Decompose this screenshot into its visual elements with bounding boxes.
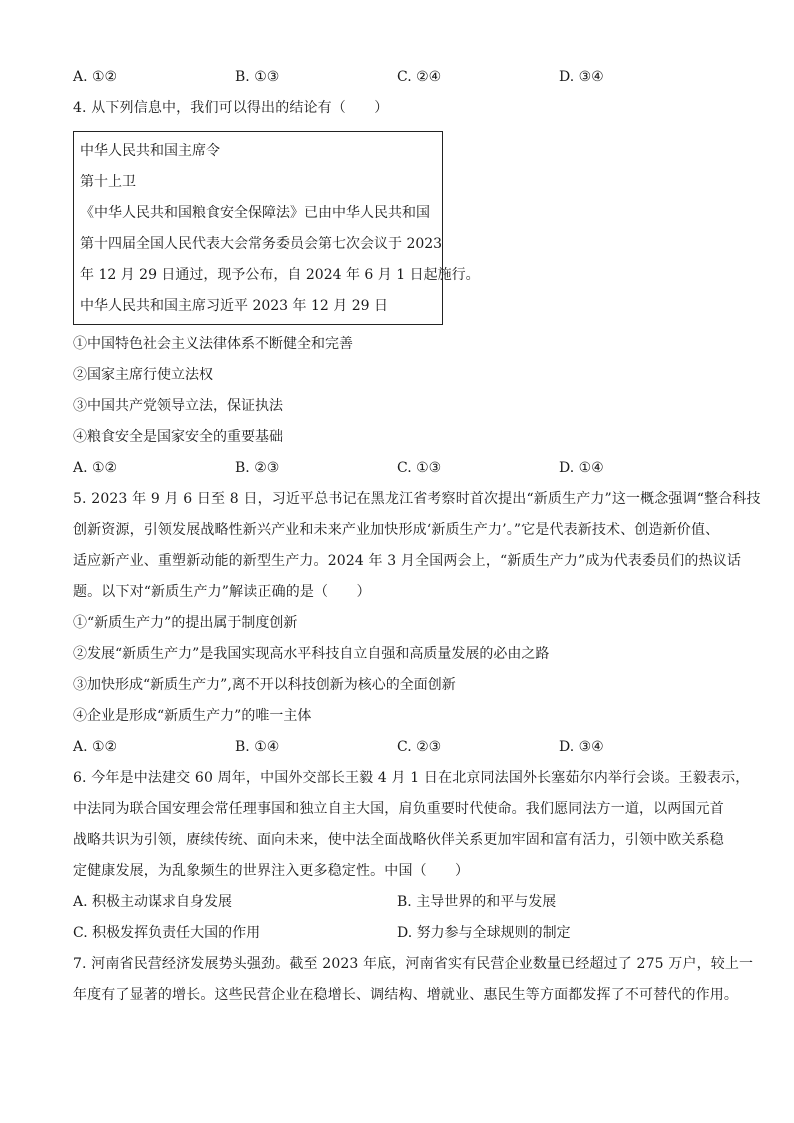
q4-statement-3: ③中国共产党领导立法，保证执法 [73,398,283,414]
q6-options-row-2 [73,918,753,949]
q3-option-d: D. ③④ [559,69,604,85]
exam-page [73,62,761,1011]
q4-statement-4: ④粮食安全是国家安全的重要基础 [73,429,283,445]
q4-option-a: A. ①② [73,460,118,476]
q5-option-a: A. ①② [73,739,118,755]
q5-stem-line: 5. 2023 年 9 月 6 日至 8 日，习近平总书记在黑龙江省考察时首次提出“新质生产力”这一概念强调“整合科技 [73,491,761,507]
q5-statement-1: ①“新质生产力”的提出属于制度创新 [73,615,298,631]
q6-option-a: A. 积极主动谋求自身发展 [73,894,233,910]
q4-stem: 4. 从下列信息中，我们可以得出的结论有（ ） [73,100,389,116]
q4-statement-1: ①中国特色社会主义法律体系不断健全和完善 [73,336,353,352]
q4-option-d: D. ①④ [559,460,604,476]
q6-stem-line: 6. 今年是中法建交 60 周年，中国外交部长王毅 4 月 1 日在北京同法国外长塞茹尔内举行会谈。王毅表示， [73,770,750,786]
q5-statement-3: ③加快形成“新质生产力”,离不开以科技创新为核心的全面创新 [73,677,456,693]
q4-box-line: 第十四届全国人民代表大会常务委员会第七次会议于 2023 [80,236,443,252]
q5-stem-line: 题。以下对“新质生产力”解读正确的是（ ） [73,584,371,600]
q4-box-line: 中华人民共和国主席习近平 2023 年 12 月 29 日 [80,298,388,314]
q4-option-b: B. ②③ [235,460,280,476]
q4-box-line: 中华人民共和国主席令 [80,143,220,159]
q4-box-line: 第十上卫 [80,174,136,190]
q4-statement-2: ②国家主席行使立法权 [73,367,213,383]
q3-option-a: A. ①② [73,69,118,85]
q3-option-b: B. ①③ [235,69,280,85]
q6-stem-line: 定健康发展，为乱象频生的世界注入更多稳定性。中国（ ） [73,863,470,879]
q3-option-c: C. ②④ [397,69,442,85]
q5-statement-4: ④企业是形成“新质生产力”的唯一主体 [73,708,312,724]
q4-decree-box [73,131,480,325]
q5-stem-line: 创新资源，引领发展战略性新兴产业和未来产业加快形成‘新质生产力’。”它是代表新技术、创造新价值、 [73,522,720,538]
q6-option-b: B. 主导世界的和平与发展 [397,894,557,910]
q5-statement-2: ②发展“新质生产力”是我国实现高水平科技自立自强和高质量发展的必由之路 [73,646,550,662]
q6-stem-line: 战略共识为引领，赓续传统、面向未来，使中法全面战略伙伴关系更加牢固和富有活力，引领中欧关系稳 [73,832,724,848]
q6-options-row-1 [73,887,753,918]
q3-options [73,62,753,93]
q4-option-c: C. ①③ [397,460,442,476]
q7-stem-line: 7. 河南省民营经济发展势头强劲。截至 2023 年底，河南省实有民营企业数量已经超过了 275 万户，较上一 [73,956,754,972]
q5-stem-line: 适应新产业、重塑新动能的新型生产力。2024 年 3 月全国两会上，“新质生产力”成为代表委员们的热议话 [73,553,741,569]
q5-option-c: C. ②③ [397,739,442,755]
q6-option-d: D. 努力参与全球规则的制定 [397,925,571,941]
q6-stem-line: 中法同为联合国安理会常任理事国和独立自主大国，肩负重要时代使命。我们愿同法方一道，以两国元首 [73,801,724,817]
q5-options [73,732,753,763]
q4-box-line: 年 12 月 29 日通过，现予公布，自 2024 年 6 月 1 日起施行。 [80,267,480,283]
q4-options [73,453,753,484]
q6-option-c: C. 积极发挥负责任大国的作用 [73,925,261,941]
q5-option-d: D. ③④ [559,739,604,755]
q4-box-line: 《中华人民共和国粮食安全保障法》已由中华人民共和国 [80,205,430,221]
q7-stem-line: 年度有了显著的增长。这些民营企业在稳增长、调结构、增就业、惠民生等方面都发挥了不可替代的作用。 [73,987,739,1003]
q5-option-b: B. ①④ [235,739,280,755]
